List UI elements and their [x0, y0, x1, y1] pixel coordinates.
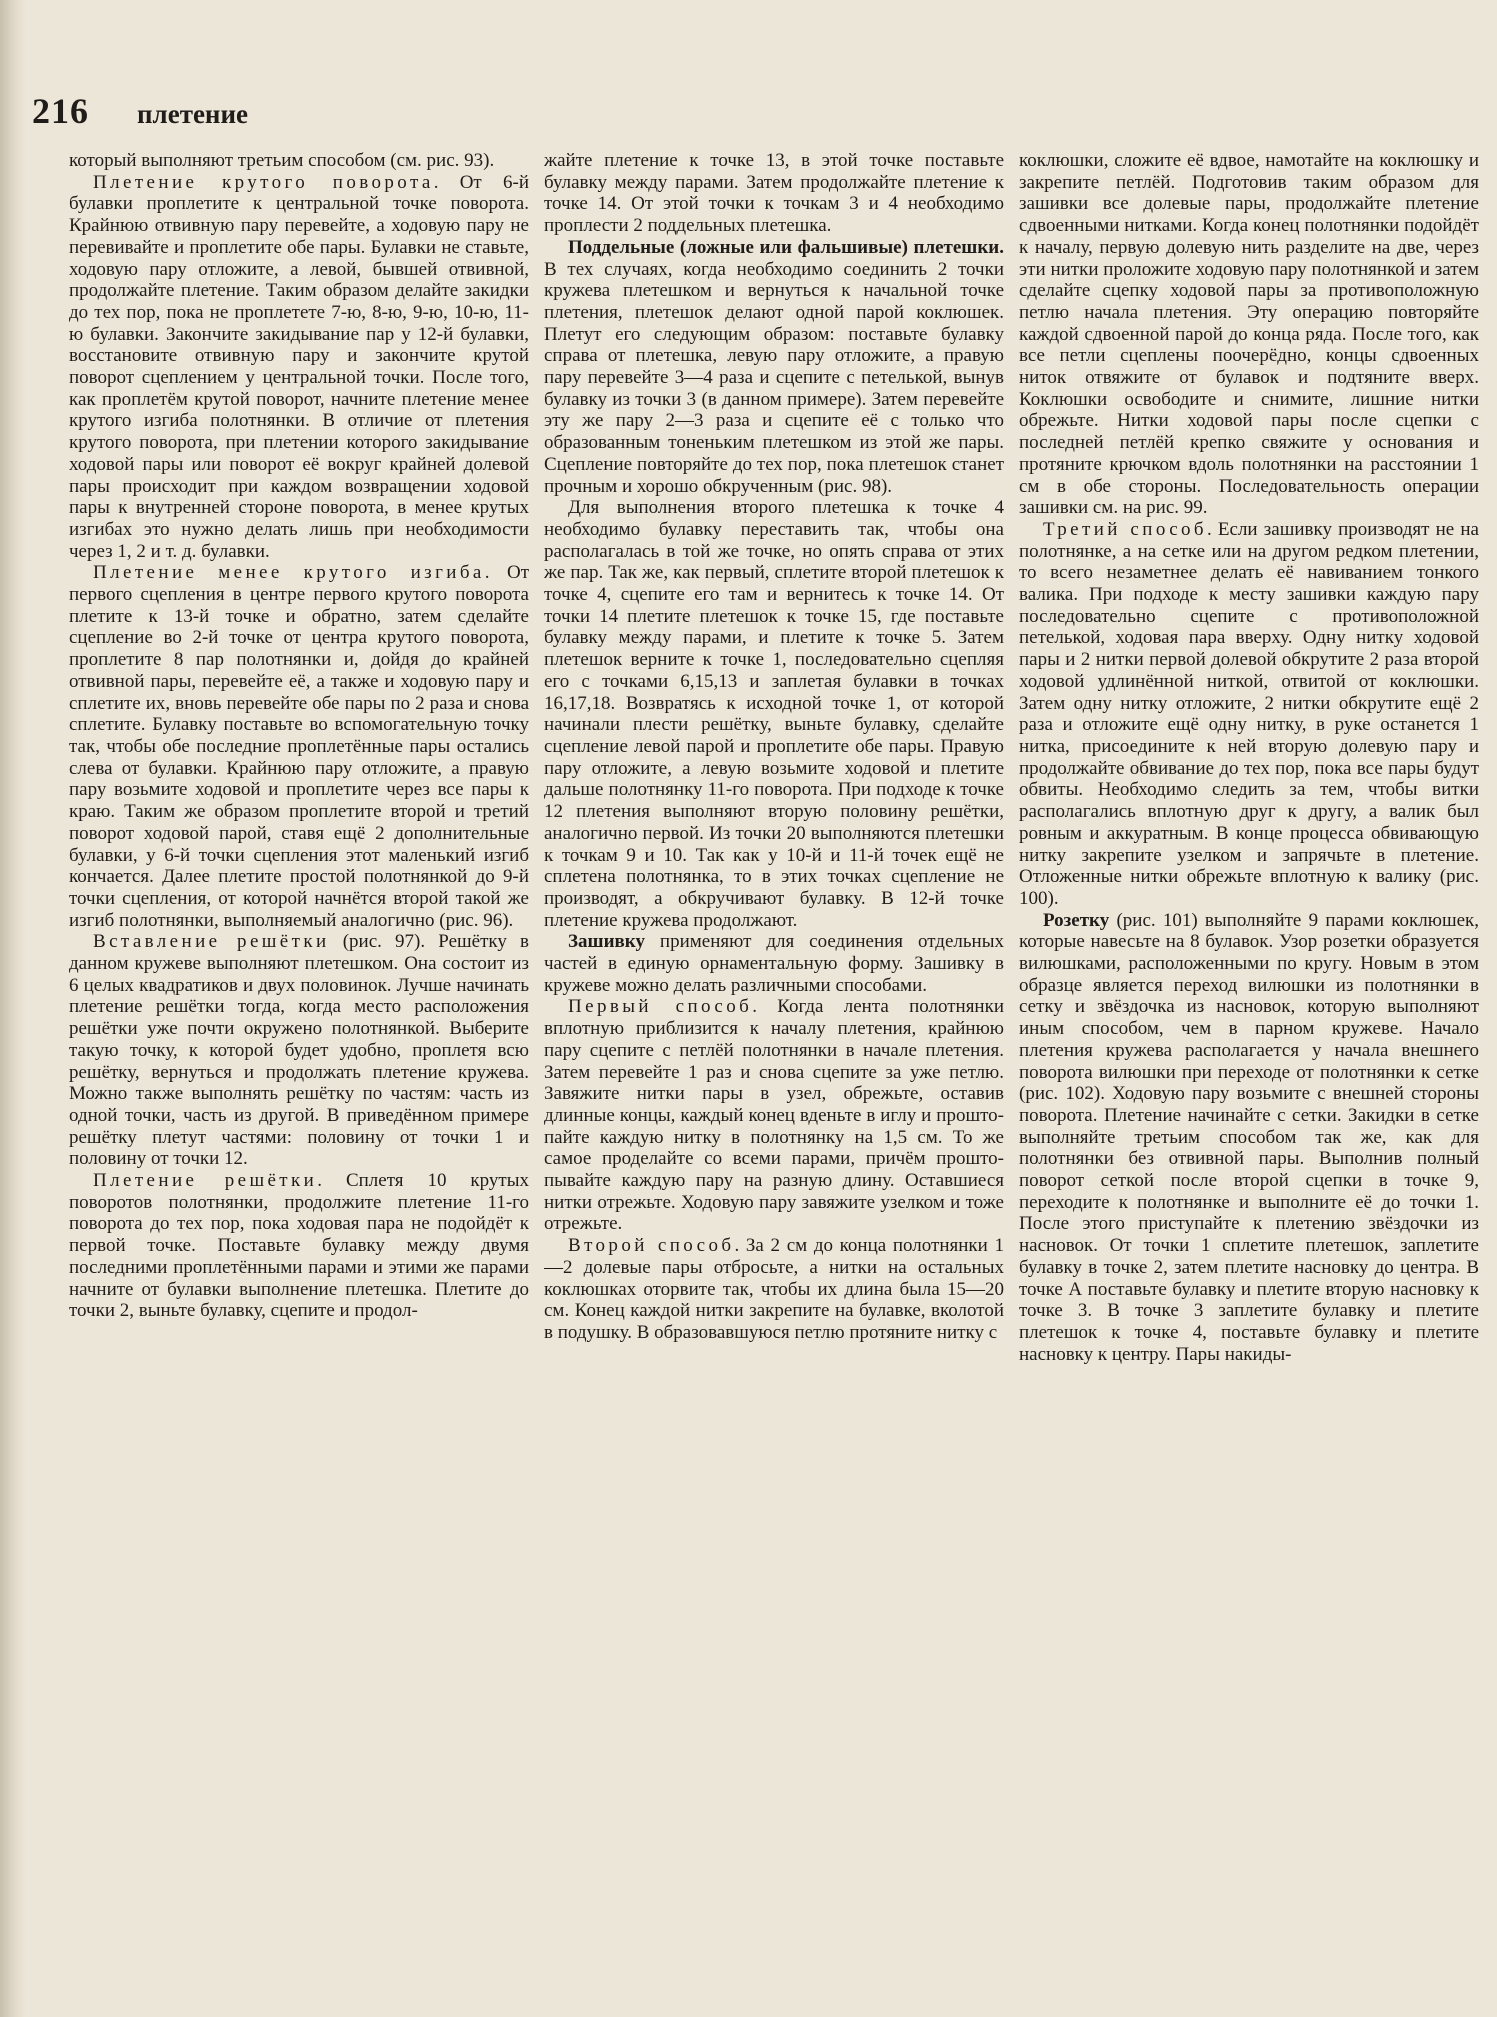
page-header	[32, 90, 248, 150]
paragraph	[1019, 519, 1479, 910]
paragraph	[69, 562, 529, 931]
page-number: 216	[32, 91, 89, 131]
paragraph	[544, 996, 1004, 1235]
paragraph-text: . От 6-й булавки проплетите к центральной точке поворота. Крайнюю отвивную пару перевейте, а ходовую пару не перевивайте и проплетите обе пары. Булавки не ставьте, ходовую пару отложите, а левой, бывшей отвивной, продолжайте плетение. Таким образом делайте закидки до тех пор, пока не проплетете 7-ю, 8-ю, 9-ю, 10-ю, 11-ю булавки. Закончите закидывание пар у 12-й булавки, восстановите отвивную пару и закончите крутой поворот сцеплением у центральной точки. После того, как проплетём крутой поворот, начните плетение менее крутого изгиба полотнянки. В отличие от плетения крутого поворота, при плетении которого закидывание ходовой пары или поворот её вокруг крайней долевой пары происходит при каждом возвращении ходовой пары к внутренней стороне поворота, в менее крутых изгибах это нужно делать лишь при необходимости через 1, 2 и т. д. булавки.	[69, 171, 529, 562]
paragraph	[544, 497, 1004, 931]
spaced-heading: Плетение крутого поворота	[93, 171, 434, 193]
paragraph	[544, 150, 1004, 237]
paragraph-text: В тех случаях, когда необходимо соединить 2 точки кружева плетешком и вернуться к начальной точке плетения, плетешок делают одной парой коклюшек. Плетут его следующим образом: поставьте булавку справа от плетешка, левую пару отложите, а правую пару перевейте 3—4 раза и сцепите с петелькой, вынув булавку из точки 3 (в данном примере). Затем перевейте эту же пару 2—3 раза и сцепите её с только что образованным тоненьким плетешком из этой же пары. Сцепление повторяйте до тех пор, пока плетешок станет прочным и хорошо обкрученным (рис. 98).	[544, 258, 1004, 497]
paragraph	[69, 931, 529, 1170]
spaced-heading: Плетение решётки	[93, 1170, 318, 1192]
paragraph-text: который выполняют третьим способом (см. рис. 93).	[69, 150, 495, 171]
spaced-heading: Вставление решётки	[93, 931, 330, 953]
paragraph-text: (рис. 101) выполняйте 9 парами коклюшек, которые навесьте на 8 булавок. Узор розетки образуется вилюшками, расположенными по кругу. Новым в этом образце является переход вилюшки из полотнянки в сетку и звёздочка из насновок, которую выполняют иным способом, чем в парном кружеве. Начало плетения кружева располагается у начала внешнего поворота вилюшки при переходе от полотнянки к сетке (рис. 102). Ходовую пару возьмите с внешней стороны поворота. Плетение начинайте с сетки. Закидки в сетке выполняйте третьим способом так же, как для полотнянки без отвивной пары. Выполнив полный поворот сеткой после второй сцепки в точке 9, переходите к полотнянке и выполните её до точки 1. После этого приступайте к плетению звёздочки из насновок. От точки 1 сплетите плетешок, заплетите булавку в точке 2, затем плетите насновку до центра. В точке А поставьте булавку и плетите вторую насновку к точке 3. В точке 3 заплетите булавку и плетите плетешок к точке 4, поставьте булавку и плетите насновку к центру. Пары накиды-	[1019, 909, 1479, 1365]
paragraph	[69, 150, 529, 172]
spaced-heading: Первый способ	[568, 996, 753, 1018]
paragraph-text: жайте плетение к точке 13, в этой точке поставьте булавку между парами. Затем продолжайте плетение к точке 14. От этой точки к точкам 3 и 4 необходимо проплести 2 поддельных плетешка.	[544, 150, 1004, 237]
text-columns	[69, 150, 1479, 1990]
paragraph	[1019, 150, 1479, 519]
book-spine-shadow	[0, 0, 26, 2017]
paragraph-text: . От первого сцепления в центре первого крутого поворота плетите к 13-й точке и обратно, затем сделайте сцепление во 2-й точке от центра крутого поворота, проплетите 8 пар полотнянки и, дойдя до крайней отвивной пары, перевейте её, а также и ходовую пару и сплетите их, вновь перевейте обе пары по 2 раза и снова сплетите. Булавку поставьте во вспомогательную точку так, чтобы обе последние проплетённые пары остались слева от булавки. Крайнюю пару отложите, а правую пару возьмите ходовой и проплетите через все пары к краю. Таким же образом проплетите второй и третий поворот ходовой парой, ставя ещё 2 дополнительные булавки, у 6-й точки сцепления этот маленький изгиб кончается. Далее плетите простой полотнянкой до 9-й точки сцепления, от которой начнётся второй такой же изгиб полотнянки, выполняемый аналогично (рис. 96).	[69, 562, 529, 931]
bold-term: Зашивку	[568, 931, 645, 953]
paragraph-text: коклюшки, сложите её вдвое, намотайте на коклюшку и закрепите петлёй. Подготовив таким образом для зашивки все долевые пары, продолжайте плетение сдвоенными нитками. Когда конец полотнянки подойдёт к началу, первую долевую нить разделите на две, через эти нитки проложите ходовую пару полотнянкой и затем сделайте сцепку ходовой пары за противоположную петлю начала плетения. Эту операцию повторяйте каждой сдвоенной парой до конца ряда. После того, как все петли сцеплены поочерёдно, концы сдвоенных ниток отвяжите от булавок и подтяните вверх. Коклюшки освободите и снимите, лишние нитки обрежьте. Нитки ходовой пары после сцепки с последней петлёй крепко свяжите у основания и протяните крючком вдоль полотнянки на расстоянии 1 см в обе стороны. Последовательность операции зашивки см. на рис. 99.	[1019, 150, 1479, 519]
section-title: плетение	[137, 99, 249, 129]
spaced-heading: Второй способ	[568, 1235, 735, 1257]
paragraph-text: . Сплетя 10 крутых поворотов полотнянки, продолжите плетение 11-го поворота до тех пор, пока ходовая пара не подойдёт к первой точке. Поставьте булавку между двумя последними проплетёнными парами и этими же парами начните от булавки выполнение плетешка. Плетите до точки 2, выньте булавку, сцепите и продол-	[69, 1170, 529, 1322]
text-column-1	[69, 150, 529, 1990]
paragraph-text: . За 2 см до конца полотнянки 1—2 долевые пары отбросьте, а нитки на остальных коклюшках оторвите так, чтобы их длина была 15—20 см. Конец каждой нитки закрепите на булавке, вколотой в подушку. В образовавшуюся петлю протяните нитку с	[544, 1235, 1004, 1343]
paragraph-text: . Когда лента полотнянки вплотную приблизится к началу плетения, крайнюю пару сцепите с петлёй полотнянки в начале плетения. Затем перевейте 1 раз и снова сцепите за уже петлю. Завяжите нитки пары в узел, обрежьте, оставив длинные концы, каждый конец вденьте в иглу и проштопайте каждую нитку в полотнянку на 1,5 см. То же самое проделайте со всеми парами, причём проштопывайте каждую пару на разную длину. Оставшиеся нитки отрежьте. Ходовую пару завяжите узелком и тоже отрежьте.	[544, 996, 1004, 1235]
paragraph	[544, 1235, 1004, 1344]
paragraph	[69, 1170, 529, 1322]
paragraph-text: (рис. 97). Решётку в данном кружеве выполняют плетешком. Она состоит из 6 целых квадратиков и двух половинок. Лучше начинать плетение решётки тогда, когда место расположения решётки уже почти окружено полотнянкой. Выберите такую точку, к которой будет удобно, проплетя всю решётку, вернуться и продолжать плетение кружева. Можно также выполнять решётку по частям: часть из одной точки, часть из другой. В приведённом примере решётку плетут частями: половину от точки 1 и половину от точки 12.	[69, 931, 529, 1170]
text-column-2	[544, 150, 1004, 1990]
paragraph-text: применяют для соединения отдельных частей в единую орнаментальную форму. Зашивку в кружеве можно делать различными способами.	[544, 931, 1004, 996]
paragraph	[544, 931, 1004, 996]
paragraph-text: Для выполнения второго плетешка к точке 4 необходимо булавку переставить так, чтобы она располагалась в той же точке, но опять справа от этих же пар. Так же, как первый, сплетите второй плетешок к точке 4, сцепите его там и вернитесь к точке 14. От точки 14 плетите плетешок к точке 15, где поставьте булавку между парами, и плетите к точке 5. Затем плетешок верните к точке 1, последовательно сцепляя его с точками 6,15,13 и заплетая булавки в точках 16,17,18. Возвратясь к исходной точке 1, от которой начинали плести решётку, выньте булавку, сделайте сцепление левой парой и проплетите обе пары. Правую пару отложите, а левую возьмите ходовой и плетите дальше полотнянку 11-го поворота. При подходе к точке 12 плетения выполняют вторую половину решётки, аналогично первой. Из точки 20 выполняются плетешки к точкам 9 и 10. Так как у 10-й и 11-й точек ещё не сплетена полотнянка, то в этих точках сцепление не производят, а обкручивают булавку. В 12-й точке плетение кружева продолжают.	[544, 497, 1004, 931]
paragraph-text: . Если зашивку производят не на полотнянке, а на сетке или на другом редком плетении, то всего незаметнее делать её навиванием тонкого валика. При подходе к месту зашивки каждую пару последовательно сцепите с противоположной петелькой, ходовая пара вверху. Одну нитку ходовой пары и 2 нитки первой долевой обкрутите 2 раза второй ходовой удлинённой ниткой, отвитой от коклюшки. Затем одну нитку отложите, 2 нитки обкрутите ещё 2 раза и отложите ещё одну нитку, в руке останется 1 нитка, присоедините к ней вторую долевую пару и продолжайте обвивание до тех пор, пока все пары будут обвиты. Необходимо следить за тем, чтобы витки располагались вплотную друг к другу, а валик был ровным и аккуратным. В конце процесса обвивающую нитку закрепите узелком и запрячьте в плетение. Отложенные нитки обрежьте вплотную к валику (рис. 100).	[1019, 518, 1479, 909]
text-column-3	[1019, 150, 1479, 1990]
paragraph	[544, 237, 1004, 497]
paragraph	[69, 172, 529, 563]
bold-term: Розетку	[1043, 909, 1110, 931]
paragraph	[1019, 910, 1479, 1366]
spaced-heading: Плетение менее крутого изгиба	[93, 562, 485, 584]
bold-term: Поддельные (ложные или фальшивые) плетешки.	[568, 236, 1004, 258]
spaced-heading: Третий способ	[1043, 518, 1207, 540]
